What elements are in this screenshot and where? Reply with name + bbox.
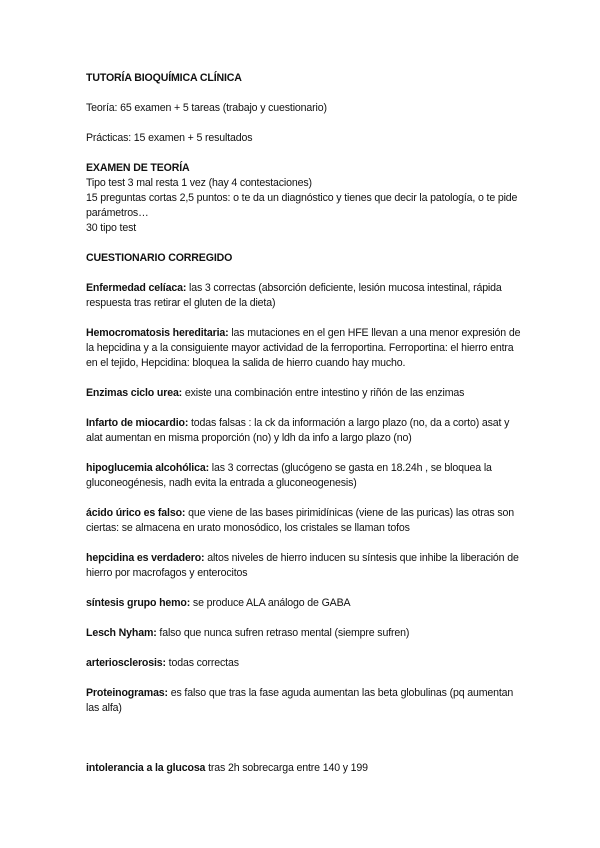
quiz-text: falso que nunca sufren retraso mental (siempre sufren) (156, 627, 410, 639)
quiz-text: todas falsas : la ck da información a largo plazo (no, da a corto) asat y alat aumentan en misma proporción (no) y ldh da info a largo plazo (no) (86, 417, 510, 444)
quiz-text: se produce ALA análogo de GABA (190, 597, 351, 609)
quiz-item (86, 626, 526, 641)
quiz-text: altos niveles de hierro inducen su síntesis que inhibe la liberación de hierro por macrofagos y enterocitos (86, 552, 519, 579)
quiz-item (86, 596, 526, 611)
quiz-item (86, 326, 526, 371)
quiz-term: ácido úrico es falso: (86, 507, 186, 519)
exam-line: Tipo test 3 mal resta 1 vez (hay 4 contestaciones) (86, 177, 312, 189)
quiz-term: hipoglucemia alcohólica: (86, 462, 209, 474)
final-text: tras 2h sobrecarga entre 140 y 199 (205, 762, 368, 774)
quiz-text: las mutaciones en el gen HFE llevan a una menor expresión de la hepcidina y a la consiguiente mayor actividad de la ferroportina. Ferroportina: el hierro entra en el tejido, Hepcidina: bloquea la salida de hierro cuando hay mucho. (86, 327, 521, 369)
final-note (86, 761, 526, 776)
theory-grading: Teoría: 65 examen + 5 tareas (trabajo y cuestionario) (86, 102, 327, 114)
quiz-text: las 3 correctas (glucógeno se gasta en 18.24h , se bloquea la gluconeogénesis, nadh evita la entrada a gluconeogenesis) (86, 462, 492, 489)
final-term: intolerancia a la glucosa (86, 762, 206, 774)
quiz-term: Enfermedad celíaca: (86, 282, 187, 294)
exam-heading: EXAMEN DE TEORÍA (86, 162, 190, 174)
quiz-term: Hemocromatosis hereditaria: (86, 327, 229, 339)
quiz-term: arteriosclerosis: (86, 657, 166, 669)
quiz-item (86, 281, 526, 311)
document-body (86, 71, 526, 776)
quiz-item (86, 506, 526, 536)
practice-grading: Prácticas: 15 examen + 5 resultados (86, 132, 253, 144)
quiz-item (86, 686, 526, 716)
quiz-text: que viene de las bases pirimidínicas (viene de las puricas) las otras son ciertas: se almacena en urato monosódico, los cristales se llaman tofos (86, 507, 514, 534)
quiz-term: Enzimas ciclo urea: (86, 387, 183, 399)
quiz-term: síntesis grupo hemo: (86, 597, 191, 609)
quiz-text: todas correctas (165, 657, 239, 669)
quiz-term: Infarto de miocardio: (86, 417, 189, 429)
exam-line: 15 preguntas cortas 2,5 puntos: o te da un diagnóstico y tienes que decir la patología, o te pide parámetros… (86, 192, 518, 219)
quiz-item (86, 656, 526, 671)
quiz-heading: CUESTIONARIO CORREGIDO (86, 252, 233, 264)
quiz-term: Proteinogramas: (86, 687, 168, 699)
quiz-item (86, 416, 526, 446)
quiz-term: hepcidina es verdadero: (86, 552, 205, 564)
exam-line: 30 tipo test (86, 222, 137, 234)
quiz-text: existe una combinación entre intestino y riñón de las enzimas (182, 387, 465, 399)
document-title: TUTORÍA BIOQUÍMICA CLÍNICA (86, 72, 242, 84)
quiz-term: Lesch Nyham: (86, 627, 157, 639)
quiz-text: es falso que tras la fase aguda aumentan las beta globulinas (pq aumentan las alfa) (86, 687, 514, 714)
quiz-item (86, 461, 526, 491)
quiz-text: las 3 correctas (absorción deficiente, lesión mucosa intestinal, rápida respuesta tras retirar el gluten de la dieta) (86, 282, 502, 309)
quiz-item (86, 386, 526, 401)
quiz-item (86, 551, 526, 581)
